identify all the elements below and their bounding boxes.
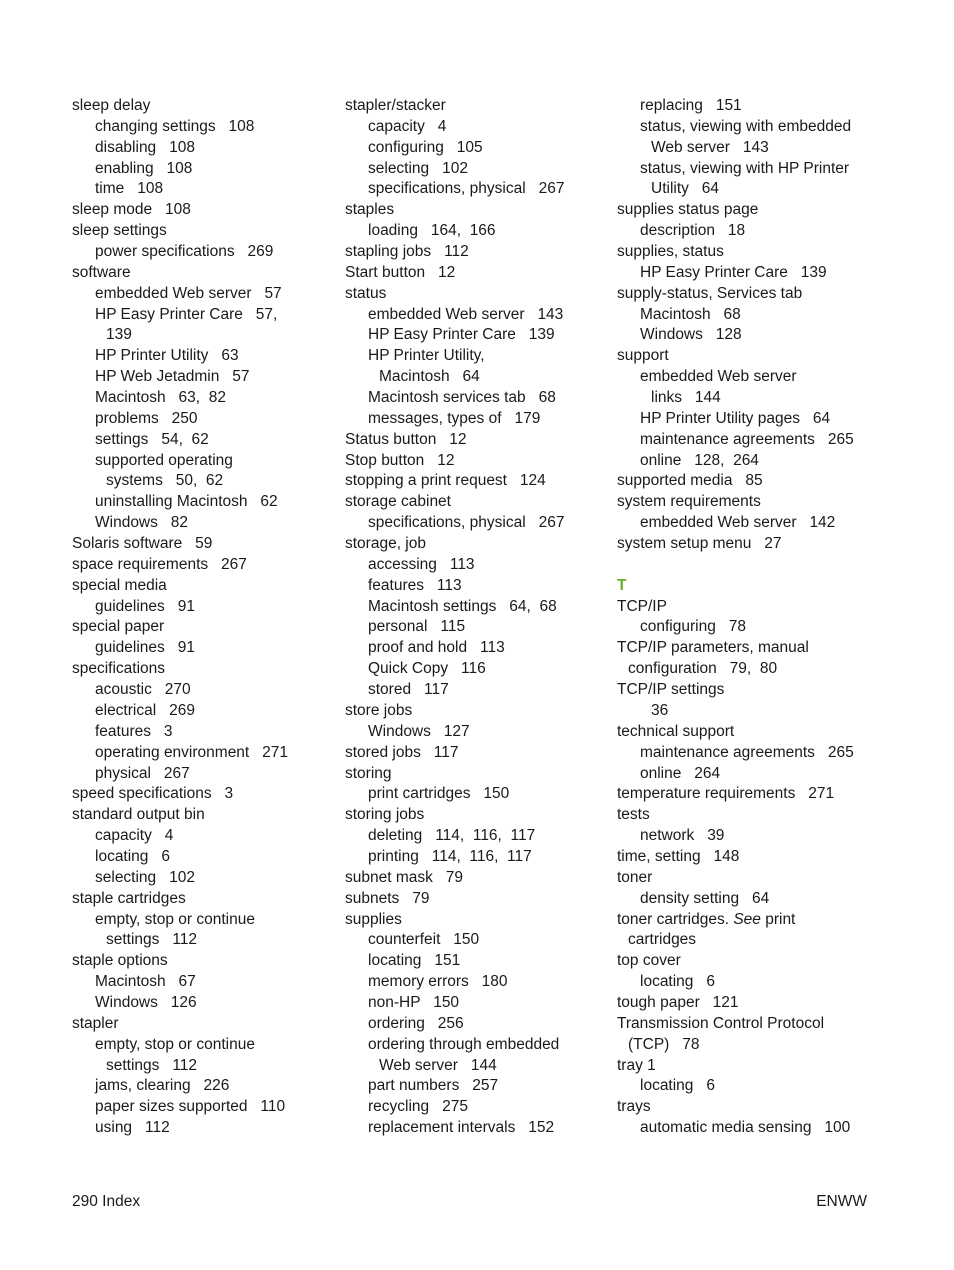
index-subentry: stored 117 [368, 681, 449, 699]
index-subentry: printing 114, 116, 117 [368, 847, 532, 865]
index-subentry: ordering through embedded [368, 1035, 560, 1053]
index-subentry: recycling 275 [368, 1098, 468, 1116]
index-entry: support [617, 347, 669, 365]
index-entry: top cover [617, 952, 681, 970]
index-subentry: part numbers 257 [368, 1077, 499, 1095]
index-subentry: embedded Web server 143 [368, 305, 564, 323]
index-subentry: acoustic 270 [95, 681, 191, 699]
index-subentry: locating 6 [95, 847, 170, 865]
index-subentry: locating 151 [368, 952, 461, 970]
index-entry: Stop button 12 [345, 451, 455, 469]
index-entry: stapler [72, 1014, 119, 1032]
index-entry: TCP/IP [617, 597, 667, 615]
index-subentry: configuring 105 [368, 138, 483, 156]
index-entry: trays [617, 1098, 651, 1116]
index-subentry: specifications, physical 267 [368, 514, 565, 532]
index-entry: stapler/stacker [345, 97, 446, 114]
index-entry: time, setting 148 [617, 847, 740, 865]
index-subentry: counterfeit 150 [368, 931, 480, 949]
index-entry [617, 909, 872, 930]
index-subentry: print cartridges 150 [368, 785, 510, 803]
index-entry: storing [345, 764, 392, 782]
index-subentry: settings 54, 62 [95, 430, 209, 448]
index-subentry: Macintosh 63, 82 [95, 389, 226, 407]
section-letter: T [617, 576, 627, 594]
index-entry: storage, job [345, 535, 426, 553]
index-entry: temperature requirements 271 [617, 785, 835, 803]
index-subentry: (TCP) 78 [628, 1035, 700, 1053]
index-subentry: proof and hold 113 [368, 639, 505, 657]
index-subentry: power specifications 269 [95, 243, 274, 261]
index-subentry: settings 112 [106, 931, 198, 949]
index-subentry: features 113 [368, 576, 462, 594]
index-subentry: HP Printer Utility, [368, 347, 485, 365]
index-entry: store jobs [345, 701, 413, 719]
index-subentry: Windows 82 [95, 514, 189, 532]
index-entry: supply-status, Services tab [617, 284, 803, 302]
index-entry: subnet mask 79 [345, 868, 464, 886]
index-entry: tough paper 121 [617, 993, 739, 1011]
index-entry: stopping a print request 124 [345, 472, 546, 490]
index-subentry: embedded Web server 57 [95, 284, 282, 302]
index-subentry: paper sizes supported 110 [95, 1098, 286, 1116]
index-subentry: supported operating [95, 451, 233, 469]
index-subentry: Windows 126 [95, 993, 197, 1011]
index-subentry: ordering 256 [368, 1014, 464, 1032]
index-subentry: guidelines 91 [95, 597, 195, 615]
index-subentry: non-HP 150 [368, 993, 460, 1011]
index-subentry: memory errors 180 [368, 973, 508, 991]
index-subentry: loading 164, 166 [368, 222, 496, 240]
index-subentry: systems 50, 62 [106, 472, 224, 490]
index-subentry: HP Easy Printer Care 139 [368, 326, 555, 344]
index-subentry: HP Web Jetadmin 57 [95, 368, 250, 386]
index-subentry: maintenance agreements 265 [640, 743, 854, 761]
index-column-2 [345, 95, 600, 1138]
index-subentry: Windows 128 [640, 326, 742, 344]
index-subentry: embedded Web server 142 [640, 514, 836, 532]
index-subentry: capacity 4 [95, 827, 174, 845]
index-entry: staple options [72, 952, 168, 970]
index-subentry: jams, clearing 226 [95, 1077, 230, 1095]
index-entry: toner [617, 868, 653, 886]
index-entry: supported media 85 [617, 472, 763, 490]
index-entry: Solaris software 59 [72, 535, 213, 553]
index-subentry: automatic media sensing 100 [640, 1119, 851, 1137]
index-subentry: HP Easy Printer Care 57, [95, 305, 278, 323]
index-subentry: Macintosh settings 64, 68 [368, 597, 557, 615]
index-subentry: status, viewing with embedded [640, 117, 852, 135]
index-entry: sleep delay [72, 97, 151, 114]
index-subentry: selecting 102 [95, 868, 195, 886]
index-entry: stapling jobs 112 [345, 243, 469, 261]
index-subentry: problems 250 [95, 409, 198, 427]
index-entry: software [72, 263, 131, 281]
spacer [617, 554, 872, 575]
index-subentry: specifications, physical 267 [368, 180, 565, 198]
index-subentry: empty, stop or continue [95, 910, 255, 928]
index-subentry: capacity 4 [368, 117, 447, 135]
index-subentry: disabling 108 [95, 138, 195, 156]
index-subentry: locating 6 [640, 973, 715, 991]
index-subentry: changing settings 108 [95, 117, 255, 135]
index-subentry: Windows 127 [368, 722, 470, 740]
index-subentry: status, viewing with HP Printer [640, 159, 850, 177]
index-column-1 [72, 95, 327, 1138]
index-subentry: 139 [106, 326, 132, 344]
index-entry: special media [72, 576, 167, 594]
index-subentry: description 18 [640, 222, 746, 240]
index-subentry: links 144 [651, 389, 721, 407]
index-entry: subnets 79 [345, 889, 430, 907]
index-subentry: cartridges [628, 931, 697, 949]
index-subentry: time 108 [95, 180, 164, 198]
index-subentry: maintenance agreements 265 [640, 430, 854, 448]
index-entry: supplies status page [617, 201, 759, 219]
index-column-3 [617, 95, 872, 1138]
index-entry: standard output bin [72, 806, 205, 824]
index-entry: tests [617, 806, 650, 824]
index-subentry: HP Easy Printer Care 139 [640, 263, 827, 281]
index-subentry: 36 [651, 701, 669, 719]
see-reference: See [733, 910, 761, 928]
index-subentry: Macintosh 64 [379, 368, 480, 386]
page-footer-right: ENWW [816, 1193, 867, 1210]
index-entry: technical support [617, 722, 735, 740]
index-subentry: HP Printer Utility 63 [95, 347, 239, 365]
index-subentry: accessing 113 [368, 555, 475, 573]
index-subentry: Macintosh services tab 68 [368, 389, 556, 407]
index-entry: Transmission Control Protocol [617, 1014, 825, 1032]
index-subentry: selecting 102 [368, 159, 468, 177]
index-subentry: Utility 64 [651, 180, 720, 198]
index-subentry: Web server 144 [379, 1056, 497, 1074]
index-subentry: uninstalling Macintosh 62 [95, 493, 278, 511]
index-entry: system setup menu 27 [617, 535, 782, 553]
index-subentry: messages, types of 179 [368, 409, 541, 427]
index-subentry: locating 6 [640, 1077, 715, 1095]
index-subentry: configuration 79, 80 [628, 660, 778, 678]
index-entry: TCP/IP settings [617, 681, 725, 699]
index-entry: supplies [345, 910, 402, 928]
index-subentry: HP Printer Utility pages 64 [640, 409, 831, 427]
index-entry: storing jobs [345, 806, 425, 824]
index-entry: staples [345, 201, 395, 219]
entry-text-after: print [760, 910, 796, 928]
index-subentry: replacement intervals 152 [368, 1119, 555, 1137]
index-entry: supplies, status [617, 243, 724, 261]
index-entry: storage cabinet [345, 493, 451, 511]
index-subentry: personal 115 [368, 618, 466, 636]
index-subentry: Web server 143 [651, 138, 769, 156]
index-subentry: features 3 [95, 722, 173, 740]
index-subentry: density setting 64 [640, 889, 770, 907]
index-subentry: Macintosh 68 [640, 305, 741, 323]
index-subentry: embedded Web server [640, 368, 797, 386]
index-entry: Start button 12 [345, 263, 456, 281]
index-subentry: Macintosh 67 [95, 973, 196, 991]
index-entry: system requirements [617, 493, 761, 511]
index-entry: stored jobs 117 [345, 743, 459, 761]
index-subentry: Quick Copy 116 [368, 660, 486, 678]
index-entry: speed specifications 3 [72, 785, 234, 803]
index-subentry: deleting 114, 116, 117 [368, 827, 536, 845]
index-subentry: using 112 [95, 1119, 170, 1137]
index-entry: tray 1 [617, 1056, 656, 1074]
index-entry: sleep mode 108 [72, 201, 191, 219]
index-entry: sleep settings [72, 222, 167, 240]
entry-text: toner cartridges. [617, 910, 734, 928]
index-entry: status [345, 284, 387, 302]
index-subentry: replacing 151 [640, 97, 742, 114]
index-entry: TCP/IP parameters, manual [617, 639, 809, 657]
index-subentry: electrical 269 [95, 701, 195, 719]
index-subentry: empty, stop or continue [95, 1035, 255, 1053]
index-subentry: network 39 [640, 827, 725, 845]
index-subentry: operating environment 271 [95, 743, 289, 761]
index-subentry: guidelines 91 [95, 639, 195, 657]
index-entry: staple cartridges [72, 889, 186, 907]
index-entry: special paper [72, 618, 165, 636]
index-entry: space requirements 267 [72, 555, 247, 573]
page-footer-left: 290 Index [72, 1193, 141, 1210]
index-subentry: configuring 78 [640, 618, 746, 636]
index-entry: specifications [72, 660, 166, 678]
index-entry: Status button 12 [345, 430, 467, 448]
index-subentry: physical 267 [95, 764, 190, 782]
index-subentry: enabling 108 [95, 159, 193, 177]
index-subentry: online 264 [640, 764, 721, 782]
index-subentry: online 128, 264 [640, 451, 759, 469]
index-subentry: settings 112 [106, 1056, 198, 1074]
